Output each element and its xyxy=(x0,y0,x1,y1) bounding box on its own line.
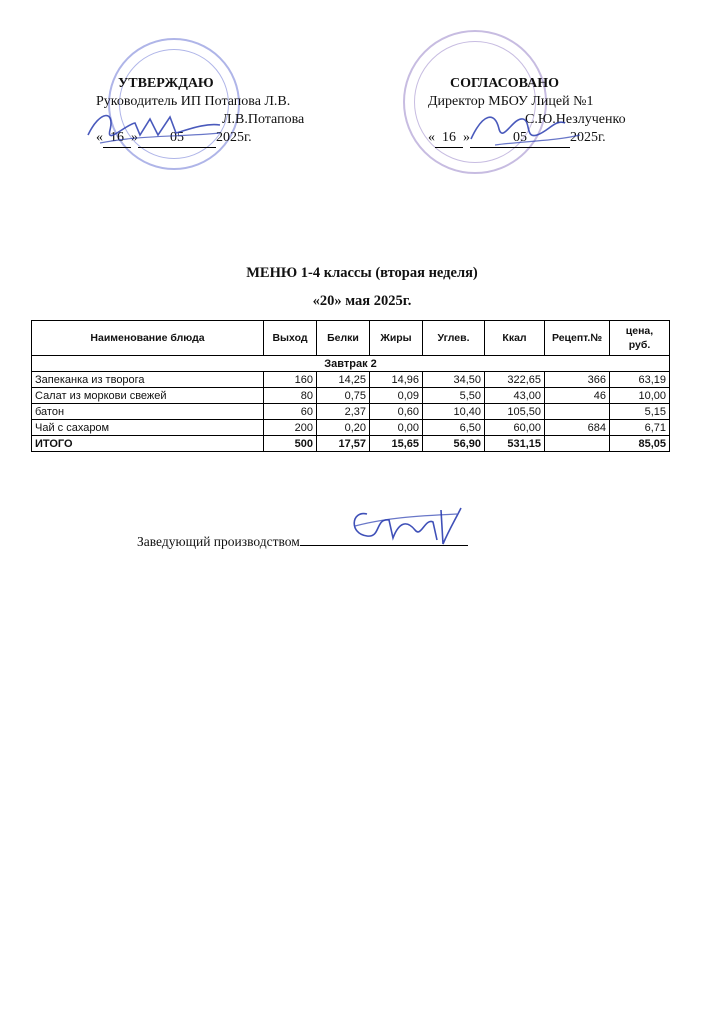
cell-fat: 0,09 xyxy=(370,388,423,404)
table-row xyxy=(32,420,670,436)
cell-protein: 0,75 xyxy=(317,388,370,404)
cell-yield: 60 xyxy=(264,404,317,420)
cell-kcal: 43,00 xyxy=(485,388,545,404)
total-kcal: 531,15 xyxy=(485,436,545,452)
col-header-protein: Белки xyxy=(317,321,370,356)
agree-date-close: » xyxy=(463,130,470,145)
col-header-carbs: Углев. xyxy=(423,321,485,356)
agree-line2: С.Ю.Незлученко xyxy=(525,112,626,127)
col-header-name: Наименование блюда xyxy=(32,321,264,356)
cell-yield: 80 xyxy=(264,388,317,404)
col-header-yield: Выход xyxy=(264,321,317,356)
agree-date-open: « xyxy=(428,130,435,145)
cell-yield: 160 xyxy=(264,372,317,388)
approve-date-close: » xyxy=(131,130,138,145)
total-protein: 17,57 xyxy=(317,436,370,452)
total-carbs: 56,90 xyxy=(423,436,485,452)
table-row xyxy=(32,388,670,404)
cell-fat: 0,60 xyxy=(370,404,423,420)
total-recipe xyxy=(545,436,610,452)
cell-recipe: 684 xyxy=(545,420,610,436)
cell-carbs: 6,50 xyxy=(423,420,485,436)
menu-date: «20» мая 2025г. xyxy=(312,293,412,309)
total-yield: 500 xyxy=(264,436,317,452)
cell-name: Чай с сахаром xyxy=(32,420,264,436)
approve-signature xyxy=(80,105,230,150)
menu-title: МЕНЮ 1-4 классы (вторая неделя) xyxy=(246,265,478,281)
col-header-fat: Жиры xyxy=(370,321,423,356)
col-header-price: цена, руб. xyxy=(610,321,670,356)
col-header-recipe: Рецепт.№ xyxy=(545,321,610,356)
total-label: ИТОГО xyxy=(32,436,264,452)
cell-fat: 14,96 xyxy=(370,372,423,388)
total-fat: 15,65 xyxy=(370,436,423,452)
cell-price: 5,15 xyxy=(610,404,670,420)
approve-date-month: 05 xyxy=(138,129,216,148)
table-row xyxy=(32,404,670,420)
cell-protein: 2,37 xyxy=(317,404,370,420)
cell-carbs: 10,40 xyxy=(423,404,485,420)
col-header-kcal: Ккал xyxy=(485,321,545,356)
agree-date-month: 05 xyxy=(470,129,570,148)
cell-protein: 14,25 xyxy=(317,372,370,388)
cell-name: Салат из моркови свежей xyxy=(32,388,264,404)
footer-label: Заведующий производством xyxy=(137,534,300,549)
approve-line1: Руководитель ИП Потапова Л.В. xyxy=(96,94,291,109)
approve-line2: Л.В.Потапова xyxy=(222,112,305,127)
agree-date-year: 2025г. xyxy=(570,130,606,145)
agree-line1: Директор МБОУ Лицей №1 xyxy=(428,94,594,109)
agree-date-day: 16 xyxy=(435,129,463,148)
cell-fat: 0,00 xyxy=(370,420,423,436)
approve-date-year: 2025г. xyxy=(216,130,252,145)
section-row xyxy=(32,356,670,372)
cell-carbs: 34,50 xyxy=(423,372,485,388)
approve-date-open: « xyxy=(96,130,103,145)
cell-price: 6,71 xyxy=(610,420,670,436)
total-price: 85,05 xyxy=(610,436,670,452)
menu-table xyxy=(31,320,670,452)
cell-name: батон xyxy=(32,404,264,420)
cell-carbs: 5,50 xyxy=(423,388,485,404)
cell-recipe: 366 xyxy=(545,372,610,388)
approve-date-day: 16 xyxy=(103,129,131,148)
cell-recipe: 46 xyxy=(545,388,610,404)
cell-price: 10,00 xyxy=(610,388,670,404)
table-row xyxy=(32,372,670,388)
section-label: Завтрак 2 xyxy=(32,356,670,372)
agree-signature xyxy=(465,105,585,150)
cell-name: Запеканка из творога xyxy=(32,372,264,388)
table-header-row xyxy=(32,321,670,356)
footer-signature xyxy=(345,500,465,550)
cell-kcal: 105,50 xyxy=(485,404,545,420)
cell-price: 63,19 xyxy=(610,372,670,388)
cell-kcal: 322,65 xyxy=(485,372,545,388)
agree-heading: СОГЛАСОВАНО xyxy=(450,76,559,91)
approve-heading: УТВЕРЖДАЮ xyxy=(118,76,214,91)
cell-protein: 0,20 xyxy=(317,420,370,436)
cell-recipe xyxy=(545,404,610,420)
cell-yield: 200 xyxy=(264,420,317,436)
cell-kcal: 60,00 xyxy=(485,420,545,436)
total-row xyxy=(32,436,670,452)
